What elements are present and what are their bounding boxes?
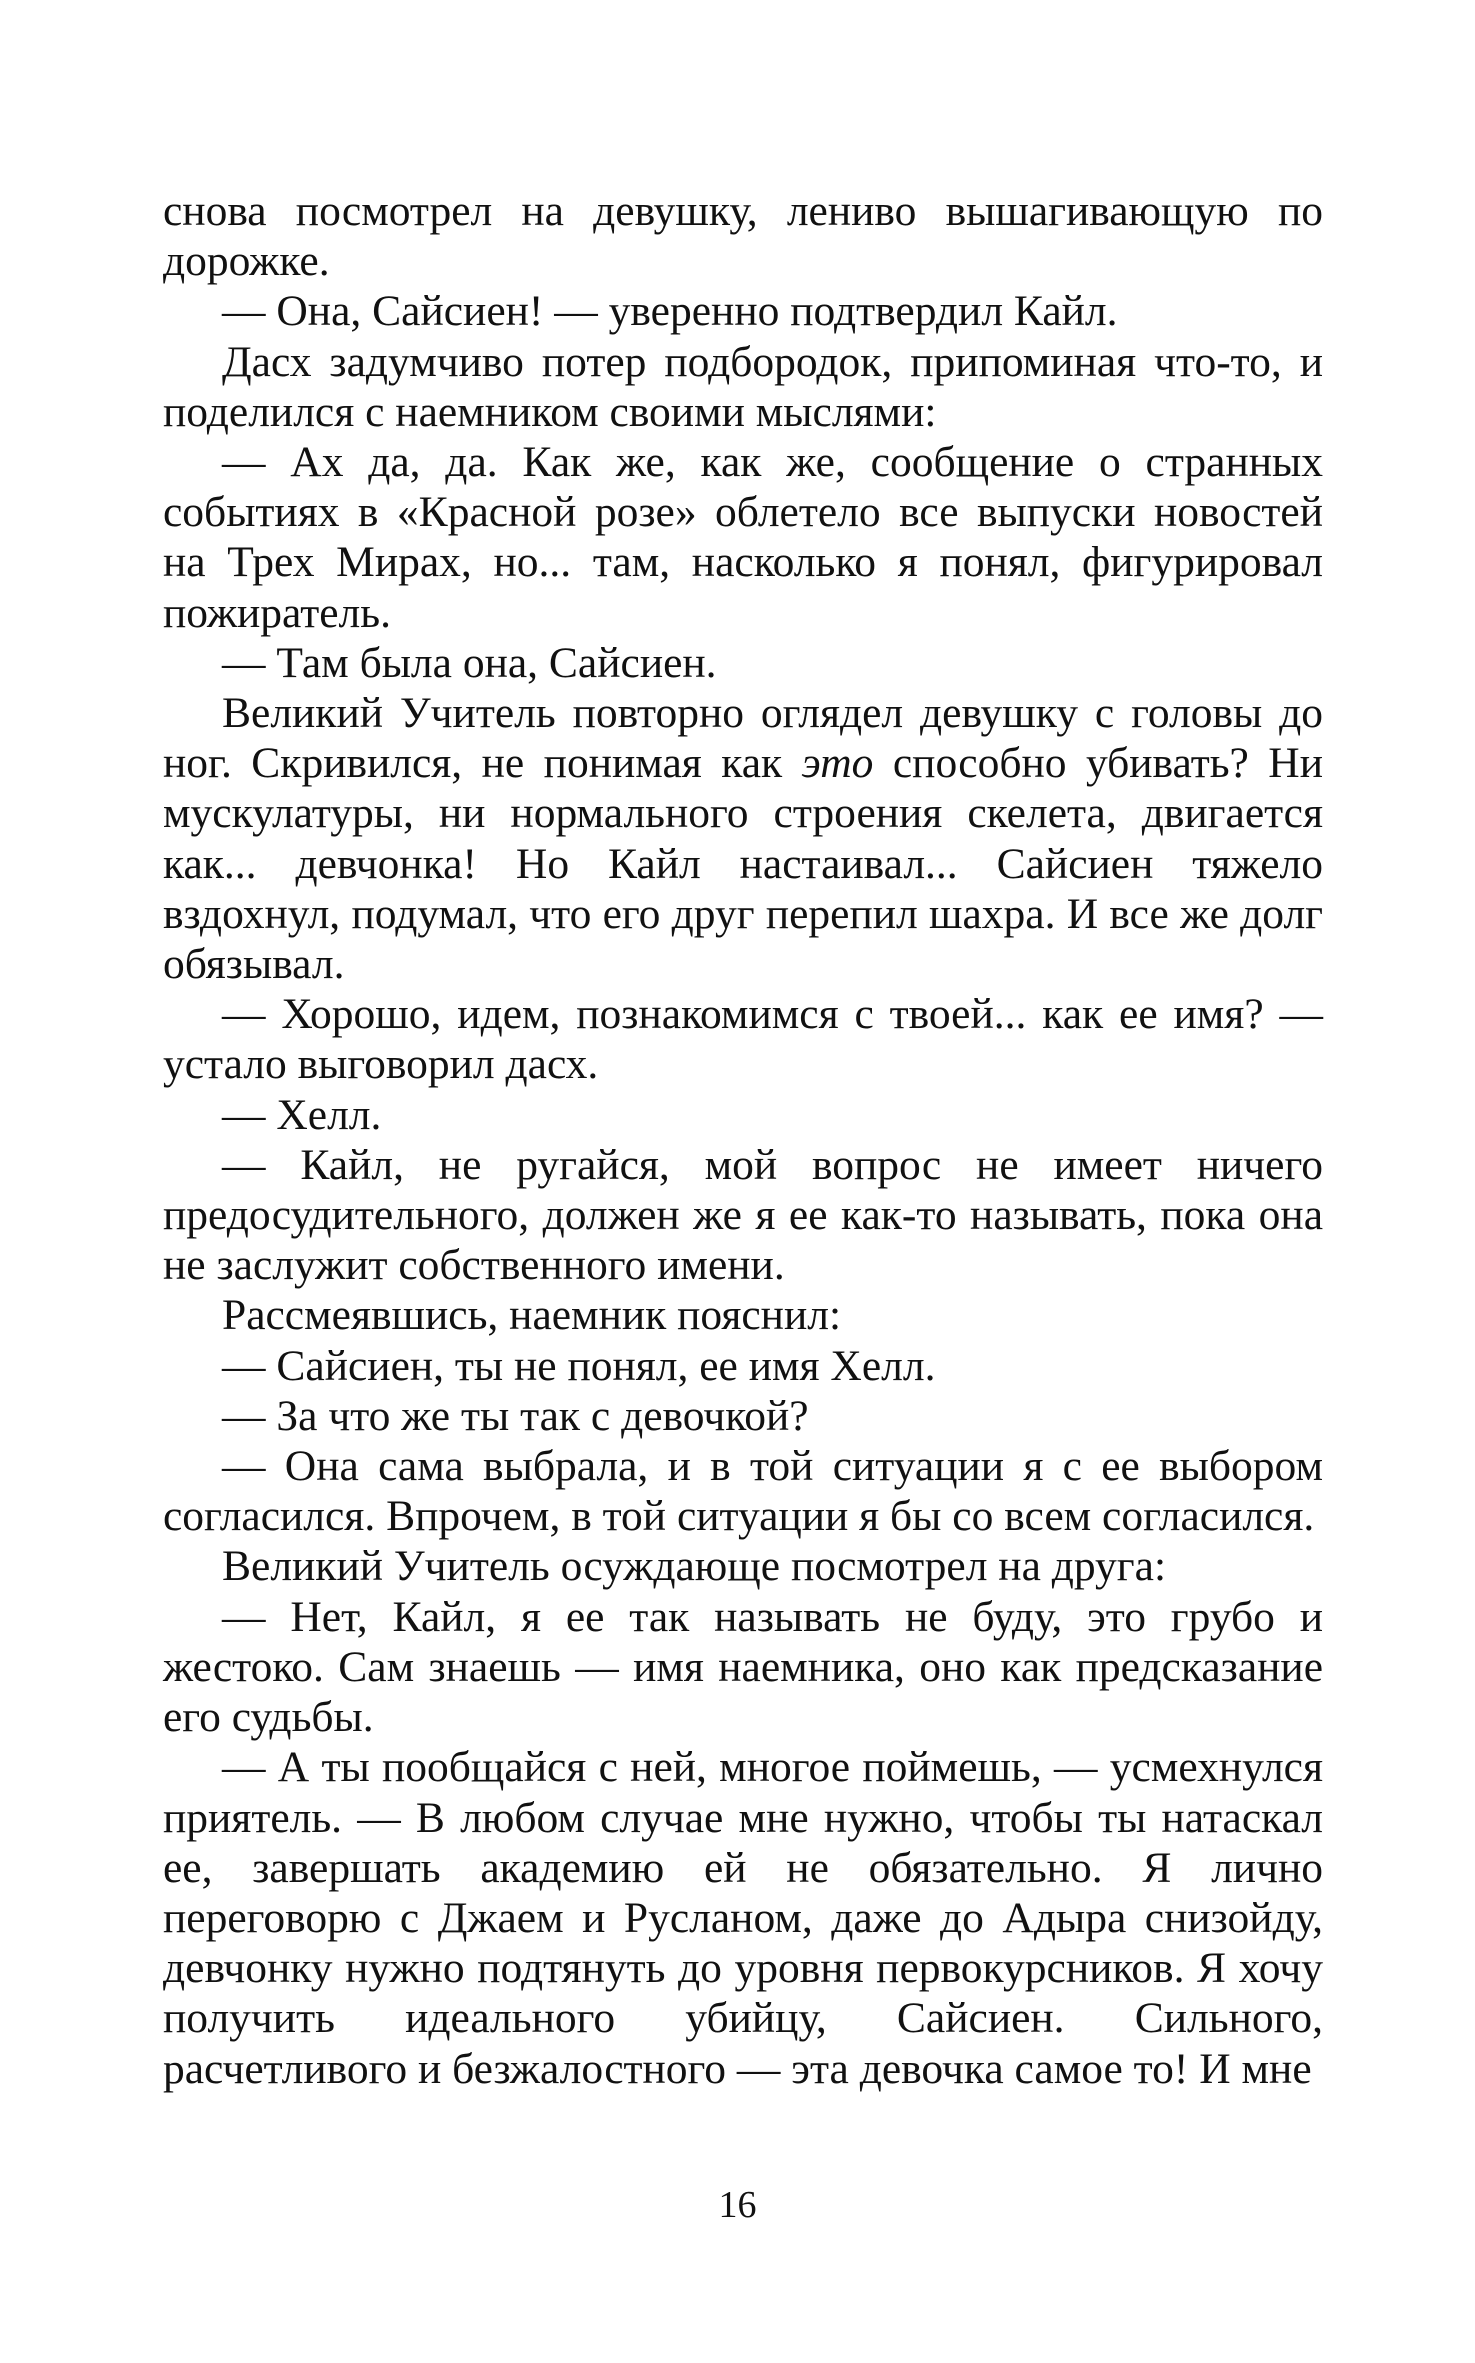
paragraph: снова посмотрел на девушку, лениво вышагивающую по дорожке. [163,187,1323,286]
paragraph: — Хорошо, идем, познакомимся с твоей... как ее имя? — устало выговорил дасх. [163,990,1323,1089]
paragraph: — Нет, Кайл, я ее так называть не буду, это грубо и жестоко. Сам знаешь — имя наемника, оно как предсказание его судьбы. [163,1592,1323,1742]
paragraph: — Сайсиен, ты не понял, ее имя Хелл. [222,1341,936,1390]
paragraph: — Ах да, да. Как же, как же, сообщение о странных событиях в «Красной розе» облетело все выпуски новостей на Трех Мирах, но... там, насколько я понял, фигурировал пожиратель. [163,438,1323,637]
paragraph-text: способно убивать? Ни мускулатуры, ни нормального строения скелета, двигается как... девчонка! Но Кайл настаивал... Сайсиен тяжело вздохнул, подумал, что его друг перепил шахра. И все же долг обязывал. [163,739,1323,989]
paragraph: — Она сама выбрала, и в той ситуации я с ее выбором согласился. Впрочем, в той ситуации я бы со всем согласился. [163,1442,1323,1541]
paragraph: Рассмеявшись, наемник пояснил: [222,1291,842,1340]
page-number: 16 [718,2184,757,2226]
paragraph: Дасх задумчиво потер подбородок, припоминая что-то, и поделился с наемником своими мыслями: [163,337,1323,436]
paragraph: — За что же ты так с девочкой? [222,1391,809,1440]
paragraph: — Хелл. [222,1090,382,1139]
emphasized-word: это [801,739,874,788]
paragraph: Великий Учитель осуждающе посмотрел на друга: [222,1542,1167,1591]
paragraph: — Она, Сайсиен! — уверенно подтвердил Кайл. [222,287,1118,336]
paragraph [163,688,1323,989]
paragraph: — А ты пообщайся с ней, многое поймешь, — усмехнулся приятель. — В любом случае мне нужно, чтобы ты натаскал ее, завершать академию ей не обязательно. Я лично переговорю с Джаем и Русланом, даже до Адыра снизойду, девчонку нужно подтянуть до уровня первокурсников. Я хочу получить идеального убийцу, Сайсиен. Сильного, расчетливого и безжалостного — эта девочка самое то! И мне [163,1743,1323,2093]
body-text [163,186,1323,2094]
paragraph: — Кайл, не ругайся, мой вопрос не имеет ничего предосудительного, должен же я ее как-то называть, пока она не заслужит собственного имени. [163,1140,1323,1290]
paragraph-text: Великий Учитель повторно оглядел девушку с головы до ног. Скривился, не понимая как [163,689,1323,788]
paragraph: — Там была она, Сайсиен. [222,638,717,687]
